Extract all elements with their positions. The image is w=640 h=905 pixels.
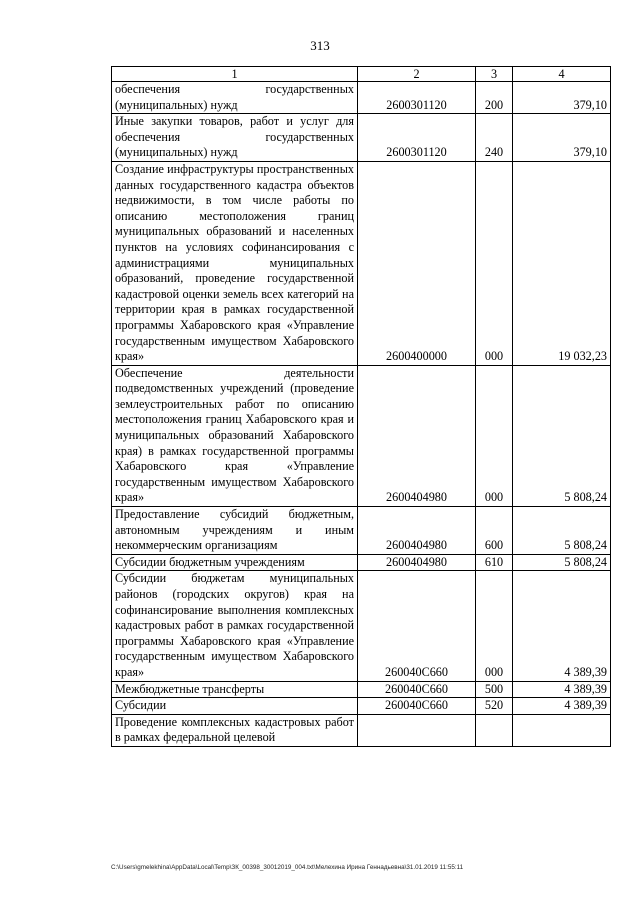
row-type: 000 (476, 161, 513, 365)
row-amount: 5 808,24 (513, 554, 611, 571)
row-amount: 4 389,39 (513, 698, 611, 715)
row-type: 520 (476, 698, 513, 715)
header-col-4: 4 (513, 67, 611, 82)
table-row (112, 554, 611, 571)
row-amount: 19 032,23 (513, 161, 611, 365)
table-row (112, 114, 611, 162)
header-col-3: 3 (476, 67, 513, 82)
header-col-1: 1 (112, 67, 358, 82)
budget-table (111, 66, 611, 747)
row-amount: 5 808,24 (513, 365, 611, 506)
row-code: 2600301120 (358, 82, 476, 114)
table-row (112, 681, 611, 698)
table-header-row (112, 67, 611, 82)
row-code: 2600404980 (358, 554, 476, 571)
row-amount: 379,10 (513, 82, 611, 114)
row-name: Субсидии бюджетным учреждениям (112, 554, 358, 571)
row-code: 2600301120 (358, 114, 476, 162)
table-row (112, 698, 611, 715)
table-row (112, 714, 611, 746)
row-code: 260040С660 (358, 698, 476, 715)
table-row (112, 365, 611, 506)
table-row (112, 571, 611, 681)
table-row (112, 161, 611, 365)
row-type: 000 (476, 571, 513, 681)
row-name: Субсидии (112, 698, 358, 715)
row-type: 000 (476, 365, 513, 506)
page-number: 313 (310, 38, 330, 53)
row-code: 260040С660 (358, 681, 476, 698)
row-type: 600 (476, 507, 513, 555)
row-type: 240 (476, 114, 513, 162)
row-amount: 5 808,24 (513, 507, 611, 555)
row-code (358, 714, 476, 746)
table-row (112, 82, 611, 114)
row-code: 260040С660 (358, 571, 476, 681)
row-type (476, 714, 513, 746)
row-amount (513, 714, 611, 746)
row-name: Создание инфраструктуры пространственных данных государственного кадастра объектов недвижимости, в том числе работы по описанию местоположения границ муниципальных образований и населенных пунктов на условиях софинансирования с администрациями муниципальных образований, проведение государственной кадастровой оценки земель всех категорий на территории края в рамках государственной программы Хабаровского края «Управление государственным имуществом Хабаровского края» (112, 161, 358, 365)
row-code: 2600404980 (358, 507, 476, 555)
row-amount: 4 389,39 (513, 571, 611, 681)
table-row (112, 507, 611, 555)
row-amount: 4 389,39 (513, 681, 611, 698)
row-type: 610 (476, 554, 513, 571)
row-code: 2600400000 (358, 161, 476, 365)
file-path-footer: C:\Users\gmelekhina\AppData\Local\Temp\ЗК_00398_30012019_004.txt\Мелехина Ирина Геннадьевна\31.01.2019 11:55:11 (111, 864, 464, 871)
header-col-2: 2 (358, 67, 476, 82)
row-name: Предоставление субсидий бюджетным, автономным учреждениям и иным некоммерческим организациям (112, 507, 358, 555)
row-name: обеспечения государственных (муниципальных) нужд (112, 82, 358, 114)
row-name: Субсидии бюджетам муниципальных районов (городских округов) края на софинансирование выполнения комплексных кадастровых работ в рамках государственной программы Хабаровского края «Управление государственным имуществом Хабаровского края» (112, 571, 358, 681)
row-type: 500 (476, 681, 513, 698)
row-name: Межбюджетные трансферты (112, 681, 358, 698)
row-name: Проведение комплексных кадастровых работ в рамках федеральной целевой (112, 714, 358, 746)
row-type: 200 (476, 82, 513, 114)
row-amount: 379,10 (513, 114, 611, 162)
row-name: Иные закупки товаров, работ и услуг для обеспечения государственных (муниципальных) нужд (112, 114, 358, 162)
row-code: 2600404980 (358, 365, 476, 506)
row-name: Обеспечение деятельности подведомственных учреждений (проведение землеустроительных работ по описанию местоположения границ Хабаровского края и муниципальных образований Хабаровского края) в рамках государственной программы Хабаровского края «Управление государственным имуществом Хабаровского края» (112, 365, 358, 506)
